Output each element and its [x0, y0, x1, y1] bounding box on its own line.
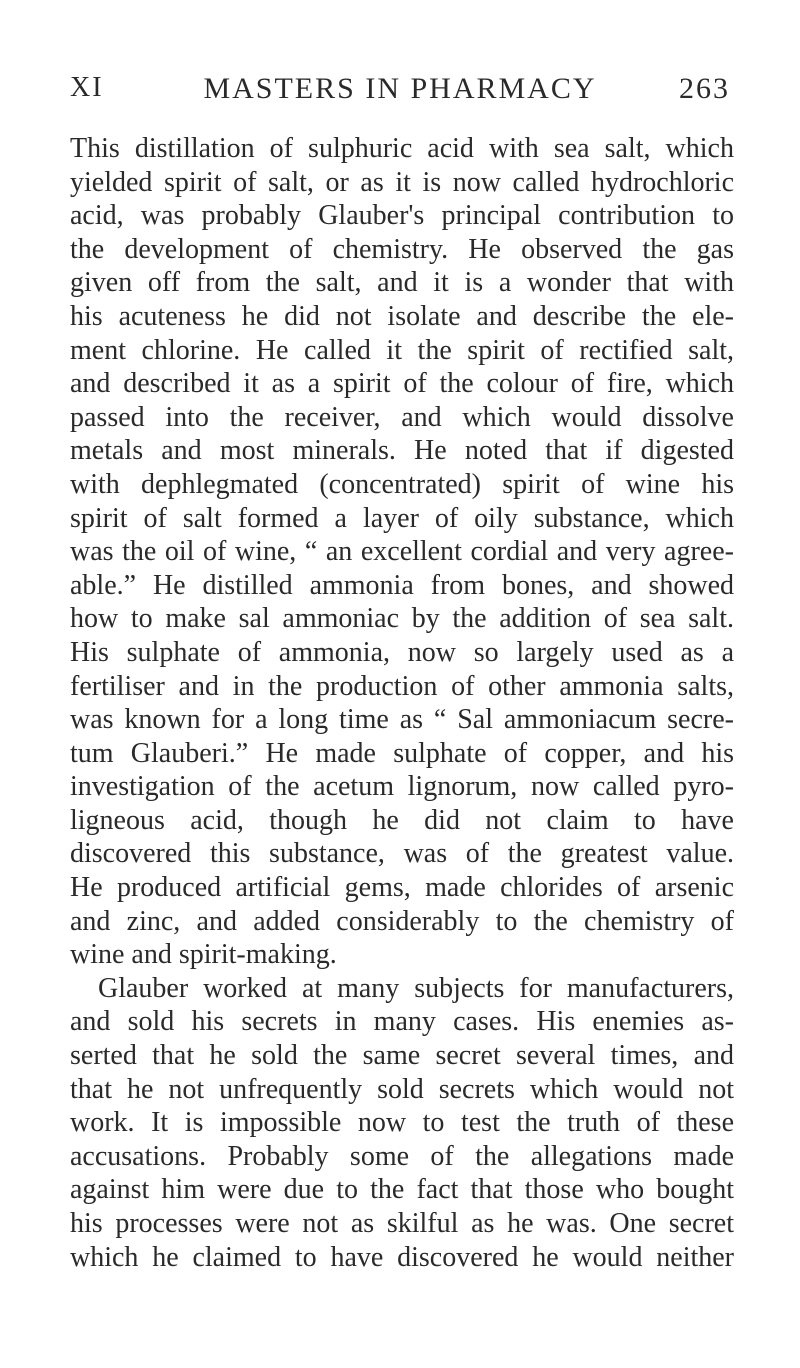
text-line: was the oil of wine, “ an excellent cordial and very agree-	[70, 536, 734, 568]
text-line: accusations. Probably some of the allegations made	[70, 1140, 734, 1172]
text-line: ligneous acid, though he did not claim to have	[70, 804, 734, 836]
text-line: investigation of the acetum lignorum, now called pyro-	[70, 771, 734, 803]
text-line: the development of chemistry. He observed the gas	[70, 233, 734, 265]
text-line: His sulphate of ammonia, now so largely used as a	[70, 636, 734, 668]
text-line: against him were due to the fact that those who bought	[70, 1174, 734, 1206]
paragraph-end-line: wine and spirit-making.	[70, 939, 337, 971]
text-line: given off from the salt, and it is a wonder that with	[70, 267, 734, 299]
text-line: tum Glauberi.” He made sulphate of copper, and his	[70, 737, 734, 769]
page-number: 263	[679, 72, 730, 105]
text-line: able.” He distilled ammonia from bones, and showed	[70, 569, 734, 601]
text-line: and sold his secrets in many cases. His enemies as-	[70, 1006, 734, 1038]
text-line: was known for a long time as “ Sal ammoniacum secre-	[70, 704, 734, 736]
text-line: and zinc, and added considerably to the chemistry of	[70, 905, 734, 937]
text-line: This distillation of sulphuric acid with sea salt, which	[70, 133, 734, 164]
text-line: fertiliser and in the production of other ammonia salts,	[70, 670, 734, 702]
text-line: acid, was probably Glauber's principal contribution to	[70, 200, 734, 232]
paragraph-start-line: Glauber worked at many subjects for manufacturers,	[98, 972, 734, 1004]
text-line: which he claimed to have discovered he would neither	[70, 1241, 734, 1273]
text-line: yielded spirit of salt, or as it is now called hydrochloric	[70, 166, 734, 198]
text-line: ment chlorine. He called it the spirit of rectified salt,	[70, 334, 734, 366]
text-line: spirit of salt formed a layer of oily substance, which	[70, 502, 734, 534]
text-line: serted that he sold the same secret several times, and	[70, 1040, 734, 1072]
text-line: passed into the receiver, and which would dissolve	[70, 401, 734, 433]
text-line: He produced artificial gems, made chlorides of arsenic	[70, 872, 734, 904]
chapter-number: XI	[70, 72, 104, 103]
page-header	[70, 72, 730, 112]
running-title: MASTERS IN PHARMACY	[203, 72, 597, 105]
body-text	[70, 132, 734, 1274]
text-line: how to make sal ammoniac by the addition of sea salt.	[70, 603, 734, 635]
text-line: metals and most minerals. He noted that if digested	[70, 435, 734, 467]
text-line: and described it as a spirit of the colour of fire, which	[70, 368, 734, 400]
text-line: his acuteness he did not isolate and describe the ele-	[70, 300, 734, 332]
text-line: that he not unfrequently sold secrets which would not	[70, 1073, 734, 1105]
text-line: with dephlegmated (concentrated) spirit of wine his	[70, 468, 734, 500]
text-line: discovered this substance, was of the greatest value.	[70, 838, 734, 870]
text-line: his processes were not as skilful as he was. One secret	[70, 1208, 734, 1239]
text-line: work. It is impossible now to test the truth of these	[70, 1107, 734, 1139]
